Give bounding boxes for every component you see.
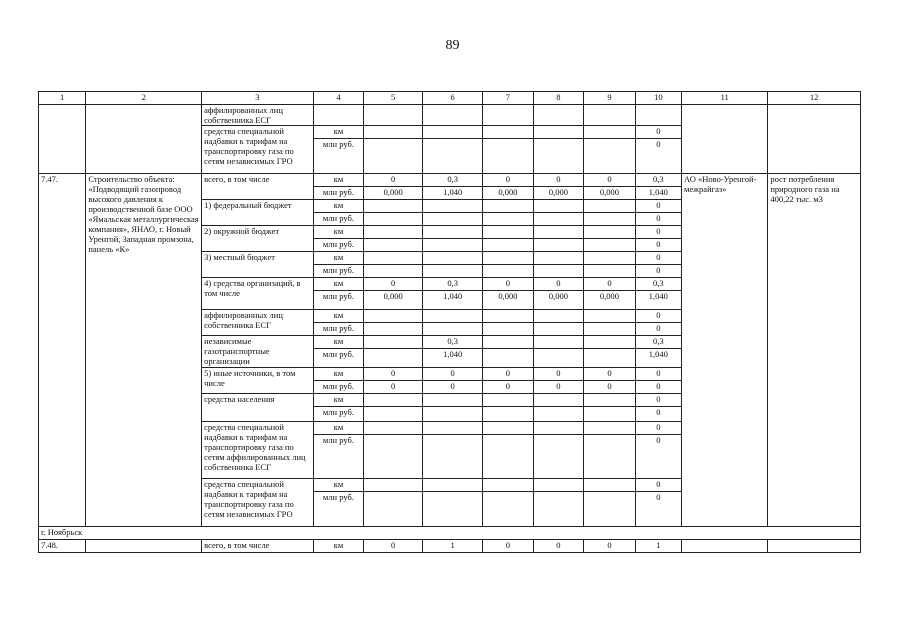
- table-row: млн руб. 0: [39, 492, 861, 527]
- table-cell: [423, 213, 483, 226]
- row-number: 7.47.: [39, 174, 86, 527]
- table-cell: [584, 492, 636, 527]
- table-cell: [483, 349, 534, 368]
- unit-cell: [313, 105, 364, 126]
- table-cell: [364, 200, 423, 213]
- table-cell: [364, 479, 423, 492]
- table-row: [39, 105, 861, 126]
- table-cell: [364, 265, 423, 278]
- table-cell: [584, 479, 636, 492]
- table-cell: [584, 394, 636, 407]
- source-label: независимые газотранспортные организации: [202, 336, 314, 368]
- table-row: 7.48. всего, в том числе км 0 1 0 0 0 1: [39, 540, 861, 553]
- table-row: млн руб. 0: [39, 239, 861, 252]
- header-row: [39, 92, 861, 105]
- table-cell: [423, 252, 483, 265]
- table-cell: [533, 435, 584, 479]
- source-label: средства специальной надбавки к тарифам на транспортировку газа по сетям независимых ГРО: [202, 126, 314, 174]
- company-name: АО «Ново-Уренгой-межрайгаз»: [682, 174, 768, 527]
- table-cell: [483, 479, 534, 492]
- table-cell: [364, 252, 423, 265]
- table-cell: [584, 323, 636, 336]
- source-label: средства специальной надбавки к тарифам на транспортировку газа по сетям независимых ГРО: [202, 479, 314, 527]
- table-row: 1) федеральный бюджет км 0: [39, 200, 861, 213]
- table-row: млн руб. 1,040 1,040: [39, 349, 861, 368]
- header-cell: 11: [682, 92, 768, 105]
- investment-program-table: [38, 91, 861, 553]
- table-cell: [533, 407, 584, 422]
- unit-cell: млн руб.: [313, 187, 364, 200]
- table-cell: [423, 265, 483, 278]
- section-title: г. Ноябрьск: [39, 527, 861, 540]
- effect-cell: [768, 105, 861, 174]
- value-cell: 0: [635, 139, 681, 174]
- header-cell: 9: [584, 92, 636, 105]
- table-cell: [533, 265, 584, 278]
- table-cell: [423, 239, 483, 252]
- header-cell: 6: [423, 92, 483, 105]
- table-cell: [364, 336, 423, 349]
- object-description: [86, 540, 202, 553]
- table-cell: [584, 226, 636, 239]
- table-row: млн руб. 0: [39, 435, 861, 479]
- table-cell: [483, 336, 534, 349]
- table-cell: [423, 492, 483, 527]
- table-cell: [483, 226, 534, 239]
- table-cell: [364, 323, 423, 336]
- value-cell: 0: [635, 126, 681, 139]
- table-cell: [364, 407, 423, 422]
- table-row: млн руб. 0: [39, 213, 861, 226]
- table-row: 2) окружной бюджет км 0: [39, 226, 861, 239]
- header-cell: 12: [768, 92, 861, 105]
- table-cell: [483, 435, 534, 479]
- table-cell: [483, 310, 534, 323]
- table-cell: [533, 323, 584, 336]
- table-cell: [423, 200, 483, 213]
- table-row: млн руб. 0: [39, 265, 861, 278]
- source-label: 2) окружной бюджет: [202, 226, 314, 252]
- table-row: млн руб. 0: [39, 407, 861, 422]
- object-description: Строительство объекта: «Подводящий газопровод высокого давления к производственной базе ООО «Ямальская металлургическая компания», ЯНАО, г. Новый Уренгой, Западная промзона, панель «К»: [86, 174, 202, 527]
- table-cell: [533, 394, 584, 407]
- table-cell: [423, 479, 483, 492]
- table-cell: [483, 422, 534, 435]
- table-cell: [584, 336, 636, 349]
- table-row: средства специальной надбавки к тарифам на транспортировку газа по сетям независимых ГРО км 0: [39, 479, 861, 492]
- table-row: средства специальной надбавки к тарифам на транспортировку газа по сетям аффилированных лиц собственника ЕСГ км 0: [39, 422, 861, 435]
- table-cell: [584, 349, 636, 368]
- table-cell: [483, 394, 534, 407]
- source-label: средства специальной надбавки к тарифам на транспортировку газа по сетям аффилированных лиц собственника ЕСГ: [202, 422, 314, 479]
- header-cell: 1: [39, 92, 86, 105]
- source-label: всего, в том числе: [202, 174, 314, 200]
- table-cell: [533, 336, 584, 349]
- source-label: аффилированных лиц собственника ЕСГ: [202, 105, 314, 126]
- table-cell: [423, 435, 483, 479]
- table-cell: [584, 265, 636, 278]
- table-cell: [533, 479, 584, 492]
- table-cell: [584, 213, 636, 226]
- table-cell: [483, 407, 534, 422]
- table-cell: [364, 349, 423, 368]
- table-cell: [423, 226, 483, 239]
- header-cell: 10: [635, 92, 681, 105]
- table-cell: [423, 310, 483, 323]
- source-label: 1) федеральный бюджет: [202, 200, 314, 226]
- effect-description: рост потребления природного газа на 400,22 тыс. м3: [768, 174, 861, 527]
- table-cell: [533, 349, 584, 368]
- effect-description: [768, 540, 861, 553]
- table-row: млн руб. 0,000 1,040 0,000 0,000 0,000 1,040: [39, 187, 861, 200]
- table-cell: [483, 213, 534, 226]
- table-cell: [364, 435, 423, 479]
- header-cell: 5: [364, 92, 423, 105]
- table-cell: [483, 239, 534, 252]
- table-cell: [584, 200, 636, 213]
- table-cell: [423, 323, 483, 336]
- table-cell: [533, 213, 584, 226]
- table-row: независимые газотранспортные организации км 0,3 0,3: [39, 336, 861, 349]
- header-cell: 4: [313, 92, 364, 105]
- table-cell: [533, 422, 584, 435]
- source-label: 3) местный бюджет: [202, 252, 314, 278]
- table-cell: [533, 492, 584, 527]
- row-number: 7.48.: [39, 540, 86, 553]
- table-cell: [483, 323, 534, 336]
- table-cell: [533, 239, 584, 252]
- table-row: млн руб. 0: [39, 323, 861, 336]
- table-cell: [584, 435, 636, 479]
- table-cell: [483, 200, 534, 213]
- unit-cell: км: [313, 126, 364, 139]
- header-cell: 7: [483, 92, 534, 105]
- table-cell: [483, 252, 534, 265]
- object-cell: [86, 105, 202, 174]
- table-row: средства населения км 0: [39, 394, 861, 407]
- company-cell: [682, 105, 768, 174]
- table-row: 5) иные источники, в том числе км 0 0 0 0 0 0: [39, 368, 861, 381]
- table-row: млн руб. 0 0 0 0 0 0: [39, 381, 861, 394]
- header-cell: 8: [533, 92, 584, 105]
- table-cell: [584, 310, 636, 323]
- table-cell: [364, 213, 423, 226]
- table-cell: [584, 407, 636, 422]
- source-label: 5) иные источники, в том числе: [202, 368, 314, 394]
- table-cell: [584, 252, 636, 265]
- section-row: [39, 527, 861, 540]
- page-number: 89: [445, 38, 460, 53]
- table-cell: [423, 394, 483, 407]
- table-cell: [584, 239, 636, 252]
- source-label: всего, в том числе: [202, 540, 314, 553]
- table-row: 3) местный бюджет км 0: [39, 252, 861, 265]
- company-name: [682, 540, 768, 553]
- source-label: средства населения: [202, 394, 314, 422]
- table-cell: [364, 310, 423, 323]
- table-cell: [584, 422, 636, 435]
- table-row: аффилированных лиц собственника ЕСГ км 0: [39, 310, 861, 323]
- table-row: млн руб. 0,000 1,040 0,000 0,000 0,000 1,040: [39, 291, 861, 310]
- table-row: 4) средства организаций, в том числе км 0 0,3 0 0 0 0,3: [39, 278, 861, 291]
- table-cell: [364, 422, 423, 435]
- table-cell: [423, 422, 483, 435]
- table-cell: [533, 252, 584, 265]
- unit-cell: км: [313, 174, 364, 187]
- table-cell: [533, 310, 584, 323]
- unit-cell: млн руб.: [313, 139, 364, 174]
- table-cell: [364, 394, 423, 407]
- source-label: 4) средства организаций, в том числе: [202, 278, 314, 310]
- table-cell: [483, 265, 534, 278]
- table-cell: [364, 226, 423, 239]
- number-cell: [39, 105, 86, 174]
- table-cell: [483, 492, 534, 527]
- source-label: аффилированных лиц собственника ЕСГ: [202, 310, 314, 336]
- table-cell: [533, 226, 584, 239]
- header-cell: 2: [86, 92, 202, 105]
- header-cell: 3: [202, 92, 314, 105]
- table-cell: [364, 492, 423, 527]
- table-cell: [533, 200, 584, 213]
- table-cell: [423, 407, 483, 422]
- table-cell: [364, 239, 423, 252]
- table-row: 7.47. Строительство объекта: «Подводящий газопровод высокого давления к производственной базе ООО «Ямальская металлургическая компания», ЯНАО, г. Новый Уренгой, Западная промзона, панель «К» всего, в том числе км 0 0,3 0 0 0 0,3 АО «Ново-Уренгой-межрайгаз» рост потребления природного газа на 400,22 тыс. м3: [39, 174, 861, 187]
